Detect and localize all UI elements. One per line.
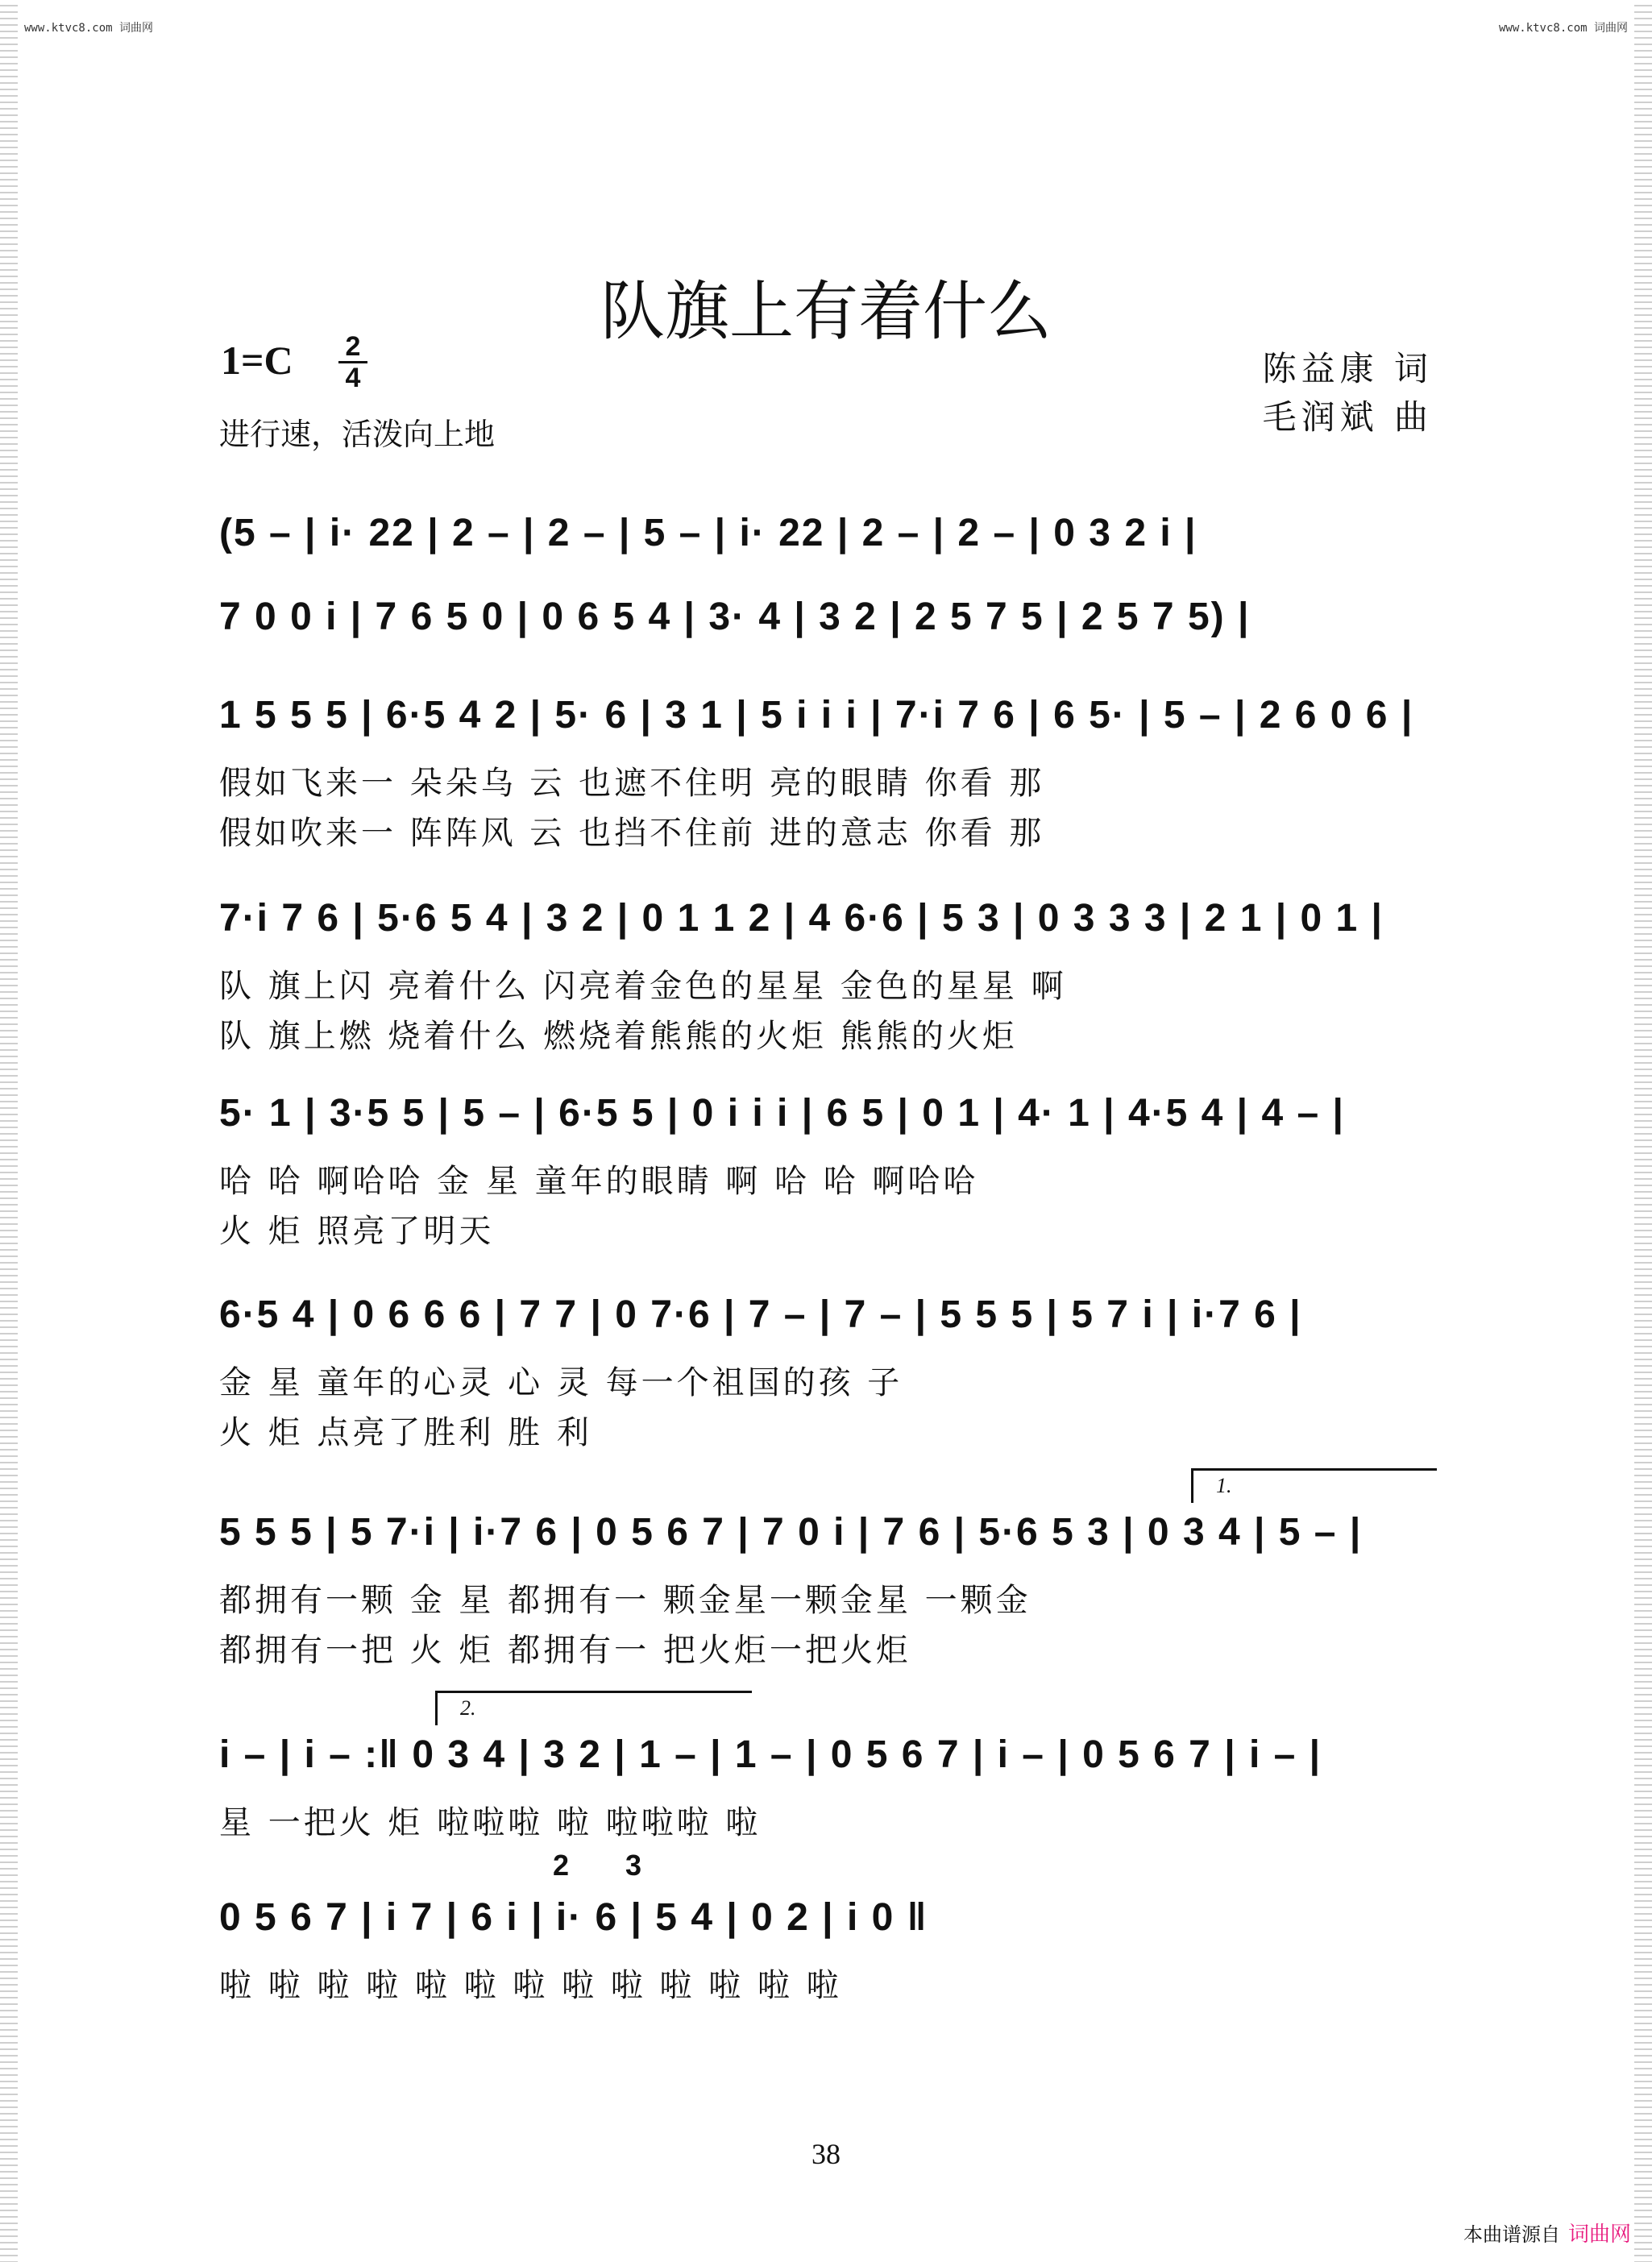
- song-title: 队旗上有着什么: [600, 274, 1052, 349]
- lyric-line-6-verse-2: 火 炬 点亮了胜利 胜 利: [219, 1414, 592, 1451]
- lyric-line-6-verse-1: 金 星 童年的心灵 心 灵 每一个祖国的孩 子: [219, 1364, 903, 1401]
- notation-line-5: 5· 1 | 3·5 5 | 5 – | 6·5 5 | 0 i i i | 6 5 | 0 1 | 4· 1 | 4·5 4 | 4 – |: [219, 1092, 1345, 1135]
- tempo-marking: 进行速，活泼向上地: [219, 417, 496, 452]
- time-signature: [338, 331, 367, 393]
- header-url-right[interactable]: www.ktvc8.com 词曲网: [1498, 22, 1628, 35]
- key-signature: 1=C: [221, 338, 293, 383]
- lyricist-credit: 陈益康 词: [1262, 349, 1433, 388]
- lyric-line-3-verse-1: 假如飞来一 朵朵乌 云 也遮不住明 亮的眼睛 你看 那: [219, 765, 1045, 802]
- upper-voice-note-2: 3: [625, 1849, 642, 1882]
- lyric-line-7-verse-1: 都拥有一颗 金 星 都拥有一 颗金星一颗金星 一颗金: [219, 1582, 1031, 1619]
- second-ending-label: 2.: [460, 1696, 476, 1720]
- composer-credit: 毛润斌 曲: [1262, 397, 1433, 437]
- time-signature-top: 2: [345, 331, 361, 362]
- notation-line-8: i – | i – :‖ 0 3 4 | 3 2 | 1 – | 1 – | 0 5 6 7 | i – | 0 5 6 7 | i – |: [219, 1733, 1322, 1776]
- first-ending-bracket: [1191, 1468, 1437, 1503]
- footer-brand-link[interactable]: 词曲网: [1567, 2223, 1631, 2247]
- second-ending-bracket: [435, 1691, 752, 1725]
- footer-source-text: 本曲谱源自: [1463, 2223, 1560, 2246]
- notation-line-1: (5 – | i· 22 | 2 – | 2 – | 5 – | i· 22 | 2 – | 2 – | 0 3 2 i |: [219, 512, 1197, 554]
- notation-line-2: 7 0 0 i | 7 6 5 0 | 0 6 5 4 | 3· 4 | 3 2 | 2 5 7 5 | 2 5 7 5) |: [219, 596, 1251, 638]
- notation-line-7: 5 5 5 | 5 7·i | i·7 6 | 0 5 6 7 | 7 0 i | 7 6 | 5·6 5 3 | 0 3 4 | 5 – |: [219, 1511, 1363, 1554]
- notation-line-9: 0 5 6 7 | i 7 | 6 i | i· 6 | 5 4 | 0 2 | i 0 ‖: [219, 1896, 928, 1939]
- upper-voice-note-1: 2: [553, 1849, 570, 1882]
- lyric-line-4-verse-2: 队 旗上燃 烧着什么 燃烧着熊熊的火炬 熊熊的火炬: [219, 1018, 1018, 1055]
- lyric-line-4-verse-1: 队 旗上闪 亮着什么 闪亮着金色的星星 金色的星星 啊: [219, 968, 1067, 1005]
- time-signature-bottom: 4: [345, 363, 361, 393]
- page-number: 38: [811, 2138, 841, 2170]
- first-ending-label: 1.: [1216, 1474, 1232, 1497]
- notation-line-6: 6·5 4 | 0 6 6 6 | 7 7 | 0 7·6 | 7 – | 7 – | 5 5 5 | 5 7 i | i·7 6 |: [219, 1293, 1302, 1336]
- lyric-line-5-verse-2: 火 炬 照亮了明天: [219, 1213, 495, 1250]
- lyric-line-3-verse-2: 假如吹来一 阵阵风 云 也挡不住前 进的意志 你看 那: [219, 815, 1045, 852]
- header-url-left[interactable]: www.ktvc8.com 词曲网: [24, 22, 154, 35]
- lyric-line-9: 啦 啦 啦 啦 啦 啦 啦 啦 啦 啦 啦 啦 啦: [219, 1967, 842, 2004]
- footer-source[interactable]: [1463, 2218, 1631, 2247]
- notation-line-3: 1 5 5 5 | 6·5 4 2 | 5· 6 | 3 1 | 5 i i i | 7·i 7 6 | 6 5· | 5 – | 2 6 0 6 |: [219, 694, 1414, 737]
- lyric-line-5-verse-1: 哈 哈 啊哈哈 金 星 童年的眼睛 啊 哈 哈 啊哈哈: [219, 1163, 979, 1200]
- lyric-line-7-verse-2: 都拥有一把 火 炬 都拥有一 把火炬一把火炬: [219, 1632, 911, 1669]
- notation-line-4: 7·i 7 6 | 5·6 5 4 | 3 2 | 0 1 1 2 | 4 6·6 | 5 3 | 0 3 3 3 | 2 1 | 0 1 |: [219, 897, 1384, 940]
- lyric-line-8: 星 一把火 炬 啦啦啦 啦 啦啦啦 啦: [219, 1804, 762, 1841]
